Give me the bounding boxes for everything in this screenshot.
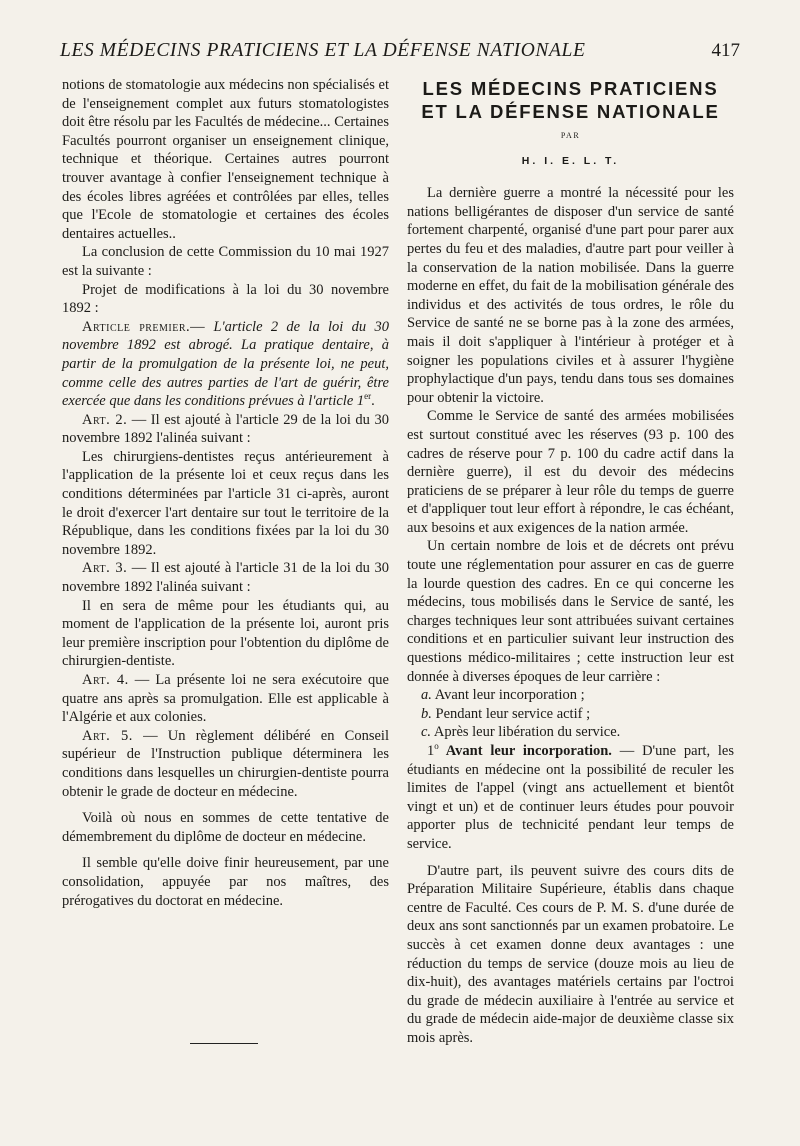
article-5 (62, 727, 389, 801)
article-text: — Un règlement délibéré en Conseil supérieur de l'Instruction publique déterminera les conditions dans lesquelles un chirurgien-dentiste pourra obtenir le grade de docteur en médecine. (62, 727, 389, 800)
paragraph: Projet de modifications à la loi du 30 novembre 1892 : (62, 281, 389, 317)
paragraph: Comme le Service de santé des armées mobilisées est surtout constitué avec les réserves (93 p. 100 des cadres de réserve pour 7 p. 100 du cadre actif dans la dernière guerre), il est du devoir des médecins praticiens de se préparer à leur rôle du temps de guerre et d'appliquer tout leur effort à répondre, le cas échéant, aux besoins et aux exigences de la nation armée. (407, 408, 734, 536)
section-text: — D'une part, les étudiants en médecine ont la possibilité de reculer les limites de l'appel (vingt ans actuellement et bientôt vingt et un) et de continuer leurs études pour pouvoir apporter plus de technicité pendant leur temps de service. (407, 743, 735, 852)
paragraph: Il semble qu'elle doive finir heureusement, par une consolidation, appuyée par nos maîtres, des prérogatives du doctorat en médecine. (62, 855, 389, 909)
byline-par: PAR (560, 131, 581, 140)
article-text: — La présente loi ne sera exécutoire que quatre ans après sa promulgation. Elle est applicable à l'Algérie et aux colonies. (62, 672, 389, 726)
superscript: er (364, 391, 372, 402)
paragraph: D'autre part, ils peuvent suivre des cours dits de Préparation Militaire Supérieure, établis dans chaque centre de Faculté. Ces cours de P. M. S. d'une durée de deux ans sont sanctionnés par un examen probatoire. Le succès à cet examen donne deux avantages : une réduction du temps de service (douze mois au lieu de dix-huit), des avantages matériels certains par l'octroi du grade de médecin auxiliaire à l'entrée au service et du grade de médecin aide-major de deuxième classe six mois après. (407, 862, 734, 1046)
author: H. I. E. L. T. (521, 154, 620, 167)
paragraph: Un certain nombre de lois et de décrets ont prévu toute une réglementation pour assurer en cas de guerre la lourde question des cadres. En ce qui concerne les médecins, tous mobilisés dans le Service de santé, les charges techniques leur sont attribuées suivant certaines conditions et en particulier suivant leur instruction des questions médico-militaires ; cette instruction leur est donnée à diverses époques de leur carrière : (407, 538, 734, 685)
page-number: 417 (711, 40, 740, 61)
article-text: L'article 2 de la loi du 30 novembre 1892 est abrogé. La pratique dentaire, à partir de la promulgation de la présente loi, ne peut, comme celle des autres parties de l'art de guérir, être exercée que dans les conditions prévues à l'article 1 (62, 318, 389, 410)
running-title: LES MÉDECINS PRATICIENS ET LA DÉFENSE NATIONALE (60, 40, 586, 61)
list-item: c. Après leur libération du service. (421, 724, 621, 741)
right-column (407, 76, 734, 1048)
article-label: Article premier.— (82, 318, 206, 335)
list-item: a. Avant leur incorporation ; (421, 687, 585, 704)
article-text: — Il est ajouté à l'article 31 de la loi du 30 novembre 1892 l'alinéa suivant : (62, 560, 389, 596)
article-label: Art. 3. (82, 560, 128, 577)
list-item: b. Pendant leur service actif ; (421, 705, 591, 722)
article-2 (62, 411, 389, 448)
section-divider (190, 1043, 258, 1044)
paragraph: Voilà où nous en sommes de cette tentative de démembrement du diplôme de docteur en médecine. (62, 810, 389, 845)
paragraph: Il en sera de même pour les étudiants qui, au moment de l'application de la présente loi, auront pris leur première inscription pour l'obtention du diplôme de chirurgien-dentiste. (62, 597, 389, 670)
paragraph: La conclusion de cette Commission du 10 mai 1927 est la suivante : (62, 244, 389, 279)
article-1: Article premier.— L'article 2 de la loi du 30 novembre 1892 est abrogé. La pratique dentaire, à partir de la promulgation de la présente loi, ne peut, comme celle des autres parties de l'art de guérir, être exercée que dans les conditions prévues à l'article 1er. (62, 318, 389, 410)
paragraph: notions de stomatologie aux médecins non spécialisés et de l'enseignement complet aux futurs stomatologistes doit être résolu par les Facultés de médecine... Certaines Facultés pourront organiser un enseignement clinique, technique et théorique. Certaines autres pourront trouver avantage à confier l'enseignement technique à des écoles libres agréées et contrôlées par elles, telles que l'Ecole de stomatologie et certaines des écoles dentaires actuelles.. (62, 77, 389, 242)
section-number: 1 (427, 743, 435, 759)
article-label: Art. 4. (82, 672, 129, 688)
paragraph: Les chirurgiens-dentistes reçus antérieurement à l'application de la présente loi et ceux reçus dans les conditions déterminées par l'article 31 ci-après, auront le droit d'exercer l'art dentaire sur tout le territoire de la République, dans les conditions fixées par la loi du 30 novembre 1892. (62, 448, 389, 558)
article-text: — Il est ajouté à l'article 29 de la loi du 30 novembre 1892 l'alinéa suivant : (62, 411, 389, 447)
section-heading: Avant leur incorporation. (438, 743, 612, 759)
article-title: LES MÉDECINS PRATICIENS ET LA DÉFENSE NATIONALE (421, 78, 720, 122)
article-label: Art. 5. (82, 727, 133, 744)
section-1 (407, 742, 734, 854)
running-header (60, 40, 740, 70)
stage-list (407, 686, 734, 742)
superscript: o (434, 741, 439, 752)
article-label: Art. 2. (82, 411, 128, 428)
article-4 (62, 671, 389, 727)
article-3 (62, 559, 389, 596)
paragraph: La dernière guerre a montré la nécessité pour les nations belligérantes de disposer d'un service de santé fortement charpenté, organisé d'une part pour parer aux pertes du feu et des maladies, d'autre part pour veiller à la conservation de la nation mobilisée. Dans la guerre moderne en effet, du fait de la mobilisation générale des individus et des activités de tous ordres, le rôle du Service de santé ne se borne pas à la zone des armées, mais il doit s'appliquer à l'intérieur à protéger et à soigner les populations civiles et à assurer l'hygiène prophylactique d'un pays, tendu dans tous ses domaines pour obtenir la victoire. (407, 185, 734, 406)
left-column (62, 76, 389, 910)
